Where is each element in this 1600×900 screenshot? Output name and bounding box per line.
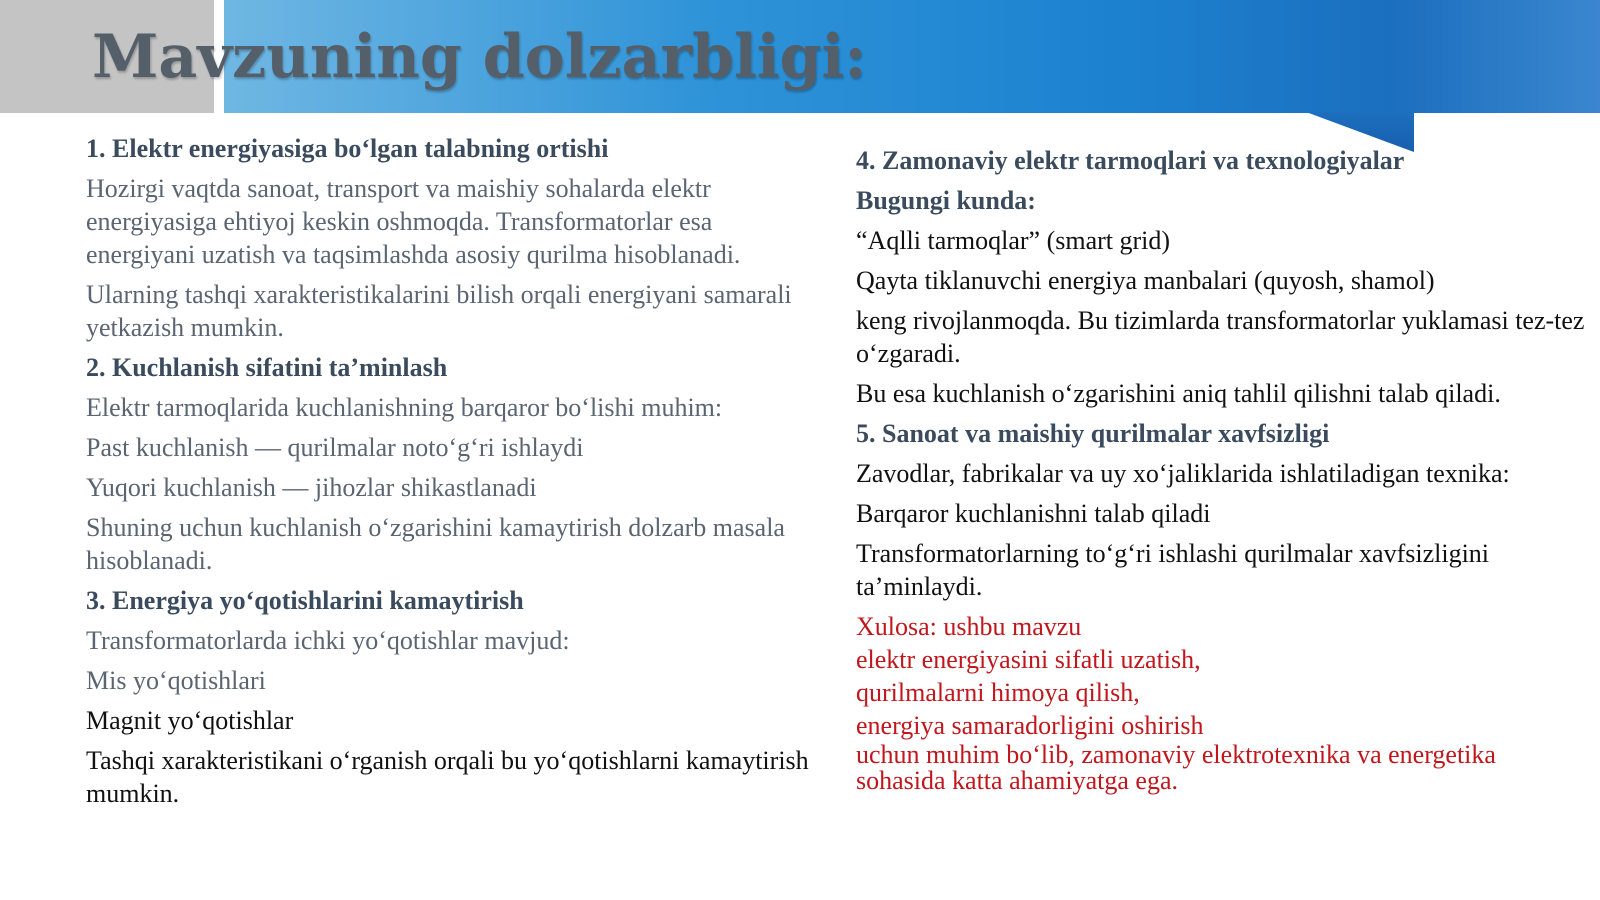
conclusion-line: energiya samaradorligini oshirish bbox=[856, 711, 1204, 740]
section-heading-4: 4. Zamonaviy elektr tarmoqlari va texnologiyalar bbox=[856, 146, 1405, 175]
paragraph: Transformatorlarning to‘g‘ri ishlashi qurilmalar xavfsizligini ta’minlaydi. bbox=[856, 539, 1490, 601]
section-heading-5: 5. Sanoat va maishiy qurilmalar xavfsizligi bbox=[856, 419, 1330, 448]
conclusion-line: Xulosa: ushbu mavzu bbox=[856, 612, 1082, 641]
section-heading-1: 1. Elektr energiyasiga bo‘lgan talabning ortishi bbox=[86, 134, 609, 163]
conclusion-line: qurilmalarni himoya qilish, bbox=[856, 678, 1140, 707]
list-item: Mis yo‘qotishlari bbox=[86, 666, 266, 695]
conclusion-line: uchun muhim bo‘lib, zamonaviy elektrotexnika va energetika sohasida katta ahamiyatga ega. bbox=[856, 740, 1496, 795]
list-item: “Aqlli tarmoqlar” (smart grid) bbox=[856, 226, 1171, 255]
list-item: Magnit yo‘qotishlar bbox=[86, 706, 294, 735]
paragraph: keng rivojlanmoqda. Bu tizimlarda transformatorlar yuklamasi tez-tez o‘zgaradi. bbox=[856, 306, 1585, 368]
paragraph: Zavodlar, fabrikalar va uy xo‘jaliklarida ishlatiladigan texnika: bbox=[856, 459, 1510, 488]
right-column bbox=[856, 144, 1590, 794]
section-heading-3: 3. Energiya yo‘qotishlarini kamaytirish bbox=[86, 586, 524, 615]
conclusion-line: elektr energiyasini sifatli uzatish, bbox=[856, 645, 1201, 674]
left-column bbox=[86, 132, 812, 817]
paragraph: Hozirgi vaqtda sanoat, transport va maishiy sohalarda elektr energiyasiga ehtiyoj keskin oshmoqda. Transformatorlar esa energiyani uzatish va taqsimlashda asosiy qurilma hisoblanadi. bbox=[86, 174, 741, 269]
slide-title: Mavzuning dolzarbligi: bbox=[92, 22, 867, 92]
paragraph: Ularning tashqi xarakteristikalarini bilish orqali energiyani samarali yetkazish mumkin. bbox=[86, 280, 792, 342]
list-item: Barqaror kuchlanishni talab qiladi bbox=[856, 499, 1211, 528]
section-heading-2: 2. Kuchlanish sifatini ta’minlash bbox=[86, 353, 448, 382]
paragraph: Shuning uchun kuchlanish o‘zgarishini kamaytirish dolzarb masala hisoblanadi. bbox=[86, 513, 785, 575]
paragraph: Tashqi xarakteristikani o‘rganish orqali bu yo‘qotishlarni kamaytirish mumkin. bbox=[86, 746, 809, 808]
paragraph: Elektr tarmoqlarida kuchlanishning barqaror bo‘lishi muhim: bbox=[86, 393, 723, 422]
list-item: Past kuchlanish — qurilmalar noto‘g‘ri ishlaydi bbox=[86, 433, 584, 462]
list-item: Qayta tiklanuvchi energiya manbalari (quyosh, shamol) bbox=[856, 266, 1435, 295]
paragraph: Transformatorlarda ichki yo‘qotishlar mavjud: bbox=[86, 626, 570, 655]
paragraph: Bu esa kuchlanish o‘zgarishini aniq tahlil qilishni talab qiladi. bbox=[856, 379, 1501, 408]
list-item: Yuqori kuchlanish — jihozlar shikastlanadi bbox=[86, 473, 537, 502]
subheading: Bugungi kunda: bbox=[856, 186, 1036, 215]
